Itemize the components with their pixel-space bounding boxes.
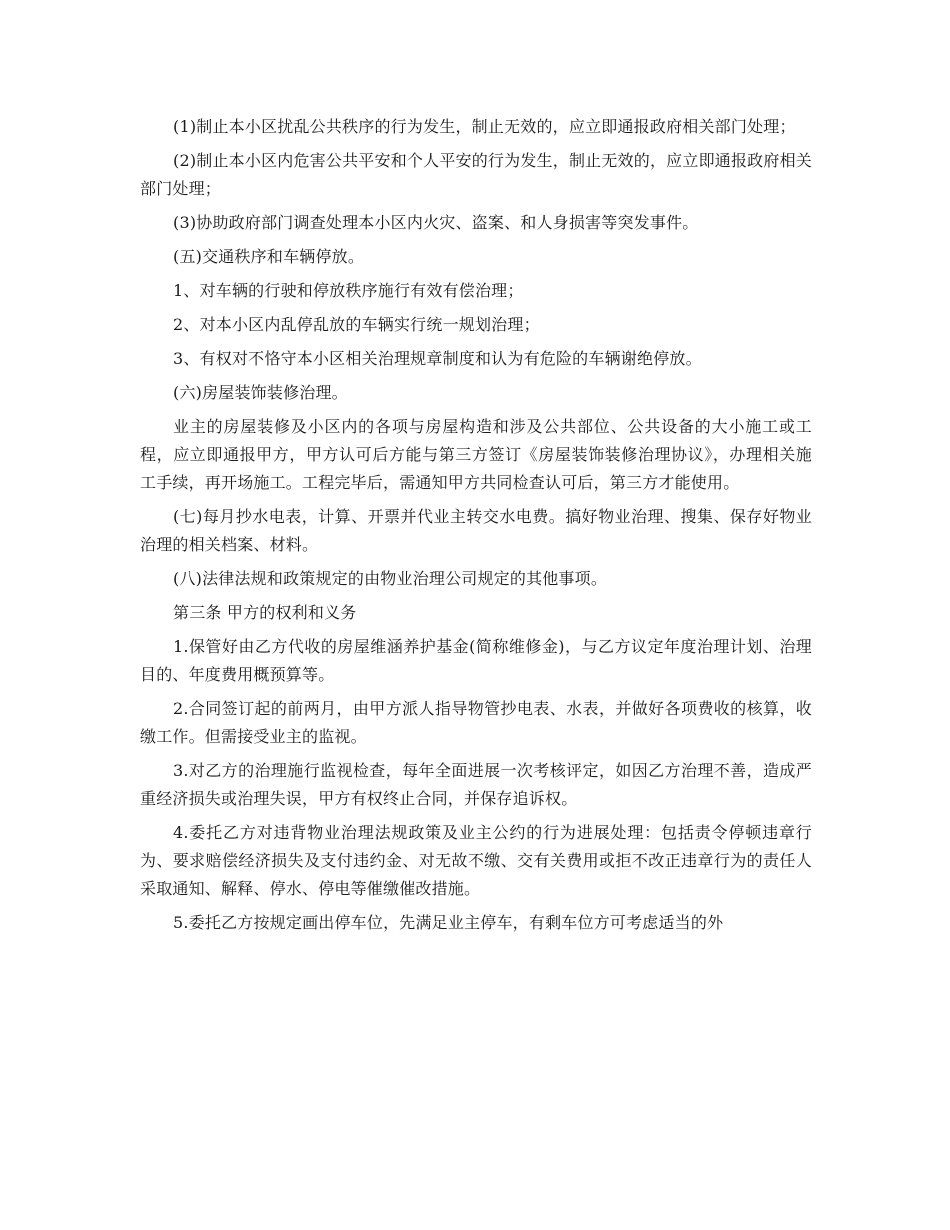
paragraph-2: (2)制止本小区内危害公共平安和个人平安的行为发生，制止无效的，应立即通报政府相关部门处理； <box>140 151 812 198</box>
paragraph-10: (七)每月抄水电表，计算、开票并代业主转交水电费。搞好物业治理、搜集、保存好物业治理的相关档案、材料。 <box>140 507 812 554</box>
section-heading-6: (六)房屋装饰装修治理。 <box>173 383 348 402</box>
paragraph-16: 4.委托乙方对违背物业治理法规政策及业主公约的行为进展处理：包括责令停顿违章行为、要求赔偿经济损失及支付违约金、对无故不缴、交有关费用或拒不改正违章行为的责任人采取通知、解释、停水、停电等催缴催改措施。 <box>140 823 812 898</box>
paragraph-6: 2、对本小区内乱停乱放的车辆实行统一规划治理； <box>173 315 540 334</box>
document-page <box>140 113 812 937</box>
article-heading-3: 第三条 甲方的权利和义务 <box>173 603 357 622</box>
paragraph-14: 2.合同签订起的前两月，由甲方派人指导物管抄电表、水表，并做好各项费收的核算，收缴工作。但需接受业主的监视。 <box>140 699 812 746</box>
section-heading-5: (五)交通秩序和车辆停放。 <box>173 247 365 266</box>
paragraph-17: 5.委托乙方按规定画出停车位，先满足业主停车，有剩车位方可考虑适当的外 <box>173 913 724 932</box>
paragraph-1: (1)制止本小区扰乱公共秩序的行为发生，制止无效的，应立即通报政府相关部门处理； <box>173 117 796 136</box>
paragraph-7: 3、有权对不恪守本小区相关治理规章制度和认为有危险的车辆谢绝停放。 <box>173 349 702 368</box>
paragraph-11: (八)法律法规和政策规定的由物业治理公司规定的其他事项。 <box>173 569 608 588</box>
paragraph-13: 1.保管好由乙方代收的房屋维涵养护基金(简称维修金)，与乙方议定年度治理计划、治理目的、年度费用概预算等。 <box>140 637 812 684</box>
paragraph-5: 1、对车辆的行驶和停放秩序施行有效有偿治理； <box>173 281 524 300</box>
paragraph-3: (3)协助政府部门调查处理本小区内火灾、盗案、和人身损害等突发事件。 <box>173 213 699 232</box>
paragraph-9: 业主的房屋装修及小区内的各项与房屋构造和涉及公共部位、公共设备的大小施工或工程，应立即通报甲方，甲方认可后方能与第三方签订《房屋装饰装修治理协议》，办理相关施工手续，再开场施工。工程完毕后，需通知甲方共同检查认可后，第三方才能使用。 <box>140 417 812 492</box>
paragraph-15: 3.对乙方的治理施行监视检查，每年全面进展一次考核评定，如因乙方治理不善，造成严重经济损失或治理失误，甲方有权终止合同，并保存追诉权。 <box>140 761 812 808</box>
